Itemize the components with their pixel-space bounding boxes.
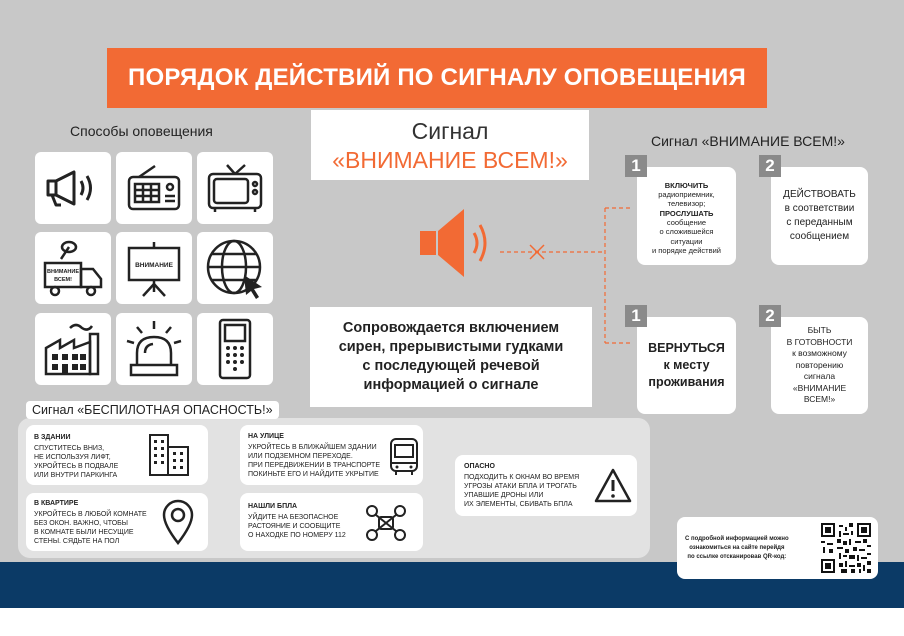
found-drone-card bbox=[240, 493, 423, 551]
methods-caption: Способы оповещения bbox=[70, 123, 213, 139]
drone-caption: Сигнал «БЕСПИЛОТНАЯ ОПАСНОСТЬ!» bbox=[26, 401, 279, 419]
van-icon bbox=[35, 232, 111, 304]
on-street-line: УКРОЙТЕСЬ В БЛИЖАЙШЕМ ЗДАНИИ bbox=[248, 444, 377, 452]
board-icon bbox=[116, 232, 192, 304]
in-apartment-line: БЕЗ ОКОН. ВАЖНО, ЧТОБЫ bbox=[34, 520, 128, 528]
return-step-line: проживания bbox=[648, 375, 725, 389]
accompany-line-1: Сопровождается включением bbox=[342, 320, 560, 336]
page-title: ПОРЯДОК ДЕЙСТВИЙ ПО СИГНАЛУ ОПОВЕЩЕНИЯ bbox=[107, 48, 767, 108]
accompany-line-4: информацией о сигнале bbox=[363, 377, 539, 393]
step-number: 2 bbox=[759, 305, 781, 327]
step-number: 1 bbox=[625, 155, 647, 177]
phone-icon bbox=[197, 313, 273, 385]
on-street-line: ПОКИНЬТЕ ЕГО И НАЙДИТЕ УКРЫТИЕ bbox=[248, 471, 379, 479]
qr-info-line: С подробной информацией можно bbox=[685, 536, 789, 542]
buildings-icon bbox=[146, 433, 194, 479]
megaphone-icon bbox=[35, 152, 111, 224]
in-building-title: В ЗДАНИИ bbox=[34, 434, 71, 441]
in-apartment-line: СТЕНЫ. СЯДЬТЕ НА ПОЛ bbox=[34, 538, 120, 546]
step-1-line: ситуации bbox=[670, 236, 703, 246]
danger-title: ОПАСНО bbox=[464, 463, 495, 470]
accompany-line-3: с последующей речевой bbox=[362, 358, 540, 374]
accompany-box bbox=[310, 307, 592, 407]
in-building-line: УКРОЙТЕСЬ В ПОДВАЛЕ bbox=[34, 463, 119, 471]
qr-code[interactable] bbox=[821, 523, 871, 573]
signal-title: Сигнал bbox=[411, 118, 489, 144]
ready-step-line: сигнала bbox=[803, 371, 836, 382]
step-1-line: ВКЛЮЧИТЬ bbox=[664, 180, 709, 190]
factory-icon bbox=[35, 313, 111, 385]
step-number: 2 bbox=[759, 155, 781, 177]
in-apartment-title: В КВАРТИРЕ bbox=[34, 500, 79, 507]
step-1-line: сообщение bbox=[666, 218, 707, 227]
globe-icon bbox=[197, 232, 273, 304]
warning-icon bbox=[593, 467, 633, 505]
return-step-line: ВЕРНУТЬСЯ bbox=[648, 341, 725, 355]
step-2-line: с переданным bbox=[786, 217, 853, 228]
ready-step-card bbox=[771, 317, 868, 414]
signal-name: «ВНИМАНИЕ ВСЕМ!» bbox=[332, 147, 568, 173]
ready-step-line: ВСЕМ!» bbox=[803, 394, 836, 405]
ready-step-line: повторению bbox=[795, 359, 844, 370]
on-street-line: ИЛИ ПОДЗЕМНОМ ПЕРЕХОДЕ. bbox=[248, 453, 353, 461]
danger-card bbox=[455, 455, 637, 516]
on-street-line: ПРИ ПЕРЕДВИЖЕНИИ В ТРАНСПОРТЕ bbox=[248, 462, 380, 470]
in-building-card bbox=[26, 425, 208, 485]
qr-info-line: по ссылке отсканировав QR-код: bbox=[687, 554, 787, 560]
step-1-line: о сложившейся bbox=[659, 227, 714, 237]
step-2-line: сообщением bbox=[789, 231, 850, 242]
in-apartment-line: В КОМНАТЕ БЫЛИ НЕСУЩИЕ bbox=[34, 529, 134, 537]
ready-step-line: «ВНИМАНИЕ bbox=[792, 382, 847, 393]
drone-icon bbox=[364, 503, 408, 543]
svg-text:ВНИМАНИЕ: ВНИМАНИЕ bbox=[46, 269, 80, 275]
tv-icon bbox=[197, 152, 273, 224]
bus-icon bbox=[388, 437, 422, 477]
step-number: 1 bbox=[625, 305, 647, 327]
bottom-strip bbox=[0, 608, 904, 636]
step-2-line: ДЕЙСТВОВАТЬ bbox=[783, 189, 856, 200]
on-street-card bbox=[240, 425, 423, 485]
step-1-card bbox=[637, 167, 736, 265]
signal-box bbox=[311, 110, 589, 180]
danger-line: ИХ ЭЛЕМЕНТЫ, СБИВАТЬ БПЛА bbox=[464, 501, 573, 509]
in-apartment-card bbox=[26, 493, 208, 551]
in-building-line: СПУСТИТЕСЬ ВНИЗ, bbox=[34, 445, 105, 453]
accompany-line-2: сирен, прерывистыми гудками bbox=[338, 339, 564, 355]
step-1-line: ПРОСЛУШАТЬ bbox=[659, 208, 714, 218]
found-drone-title: НАШЛИ БПЛА bbox=[248, 503, 298, 510]
svg-text:ВНИМАНИЕ: ВНИМАНИЕ bbox=[135, 262, 173, 269]
found-drone-line: УЙДИТЕ НА БЕЗОПАСНОЕ bbox=[248, 514, 339, 522]
in-building-line: ИЛИ ВНУТРИ ПАРКИНГА bbox=[34, 472, 118, 480]
qr-info-box bbox=[677, 517, 878, 579]
step-2-card bbox=[771, 167, 868, 265]
danger-line: УПАВШИЕ ДРОНЫ ИЛИ bbox=[464, 492, 544, 500]
on-street-title: НА УЛИЦЕ bbox=[248, 433, 284, 440]
right-caption: Сигнал «ВНИМАНИЕ ВСЕМ!» bbox=[651, 133, 845, 149]
return-step-line: к месту bbox=[663, 358, 710, 372]
ready-step-line: БЫТЬ bbox=[807, 325, 832, 336]
found-drone-line: О НАХОДКЕ ПО НОМЕРУ 112 bbox=[248, 532, 346, 540]
location-pin-icon bbox=[160, 499, 196, 545]
step-1-line: радиоприемник, bbox=[658, 189, 715, 199]
ready-step-line: В ГОТОВНОСТИ bbox=[786, 336, 853, 347]
danger-line: УГРОЗЫ АТАКИ БПЛА И ТРОГАТЬ bbox=[464, 483, 577, 491]
return-step-card bbox=[637, 317, 736, 414]
siren-icon bbox=[116, 313, 192, 385]
ready-step-line: к возможному bbox=[792, 348, 847, 359]
step-1-line: телевизор; bbox=[667, 199, 706, 209]
radio-icon bbox=[116, 152, 192, 224]
step-1-line: и порядке действий bbox=[652, 246, 721, 256]
qr-info-line: ознакомиться на сайте перейдя bbox=[689, 545, 785, 551]
in-building-line: НЕ ИСПОЛЬЗУЯ ЛИФТ, bbox=[34, 454, 111, 462]
step-2-line: в соответствии bbox=[784, 203, 855, 214]
in-apartment-line: УКРОЙТЕСЬ В ЛЮБОЙ КОМНАТЕ bbox=[34, 511, 147, 519]
danger-line: ПОДХОДИТЬ К ОКНАМ ВО ВРЕМЯ bbox=[464, 474, 580, 482]
svg-text:ВСЕМ!: ВСЕМ! bbox=[54, 277, 72, 283]
found-drone-line: РАСТОЯНИЕ И СООБЩИТЕ bbox=[248, 523, 341, 531]
